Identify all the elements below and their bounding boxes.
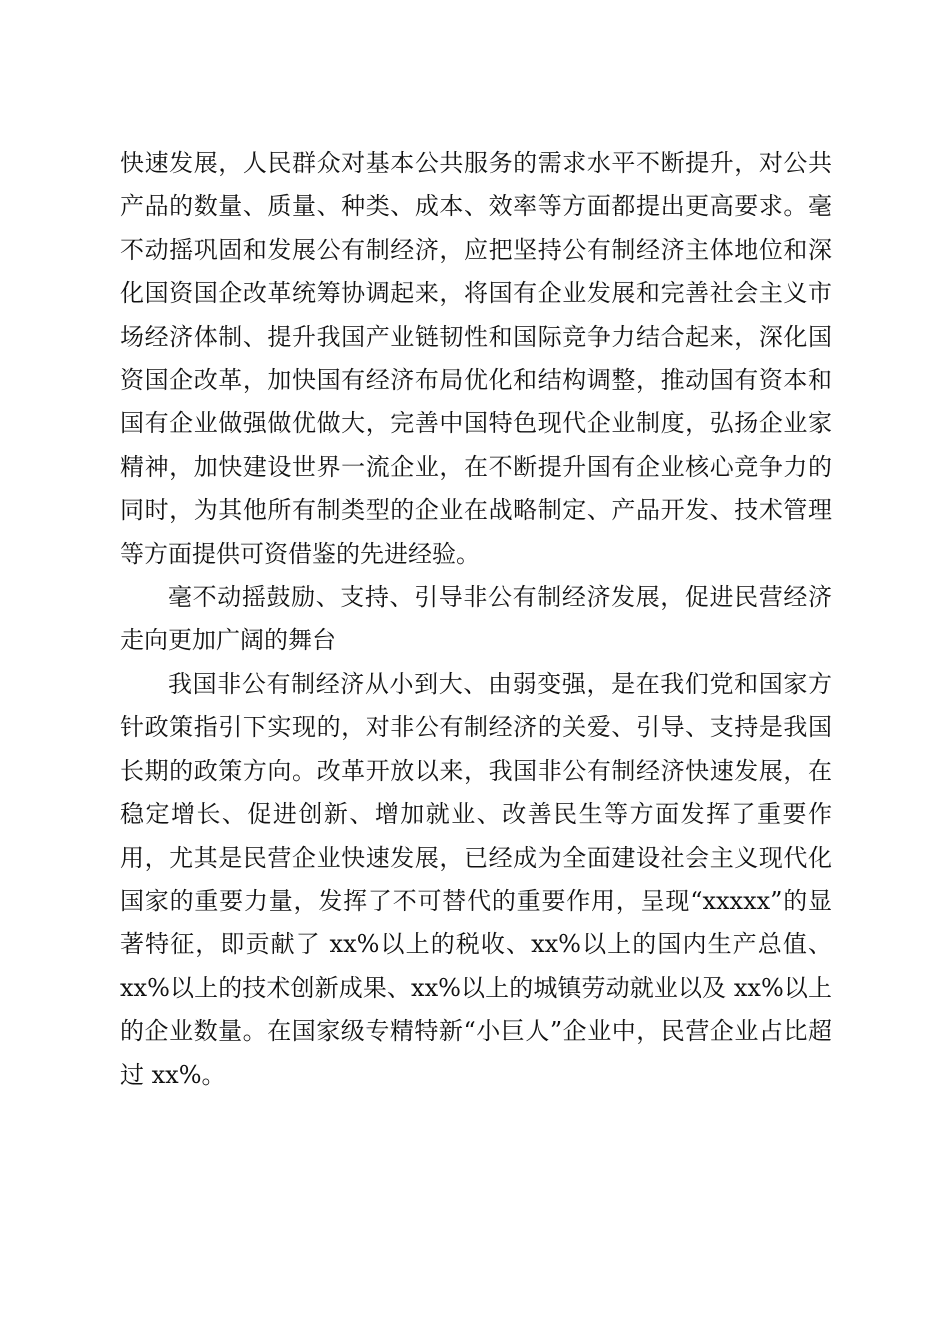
section-heading-non-public-economy: 毫不动摇鼓励、支持、引导非公有制经济发展，促进民营经济走向更加广阔的舞台 — [120, 583, 832, 655]
paragraph-state-economy: 快速发展，人民群众对基本公共服务的需求水平不断提升，对公共产品的数量、质量、种类、成本、效率等方面都提出更高要求。毫不动摇巩固和发展公有制经济，应把坚持公有制经济主体地位和深化国资国企改革统筹协调起来，将国有企业发展和完善社会主义市场经济体制、提升我国产业链韧性和国际竞争力结合起来，深化国资国企改革，加快国有经济布局优化和结构调整，推动国有资本和国有企业做强做优做大，完善中国特色现代企业制度，弘扬企业家精神，加快建设世界一流企业，在不断提升国有企业核心竞争力的同时，为其他所有制类型的企业在战略制定、产品开发、技术管理等方面提供可资借鉴的先进经验。 — [120, 149, 832, 568]
paragraph-non-public-economy: 我国非公有制经济从小到大、由弱变强，是在我们党和国家方针政策指引下实现的，对非公有制经济的关爱、引导、支持是我国长期的政策方向。改革开放以来，我国非公有制经济快速发展，在稳定增长、促进创新、增加就业、改善民生等方面发挥了重要作用，尤其是民营企业快速发展，已经成为全面建设社会主义现代化国家的重要力量，发挥了不可替代的重要作用，呈现“xxxxx”的显著特征，即贡献了 xx%以上的税收、xx%以上的国内生产总值、xx%以上的技术创新成果、xx%以上的城镇劳动就业以及 xx%以上的企业数量。在国家级专精特新“小巨人”企业中，民营企业占比超过 xx%。 — [120, 669, 832, 1089]
document-body — [120, 142, 832, 1097]
